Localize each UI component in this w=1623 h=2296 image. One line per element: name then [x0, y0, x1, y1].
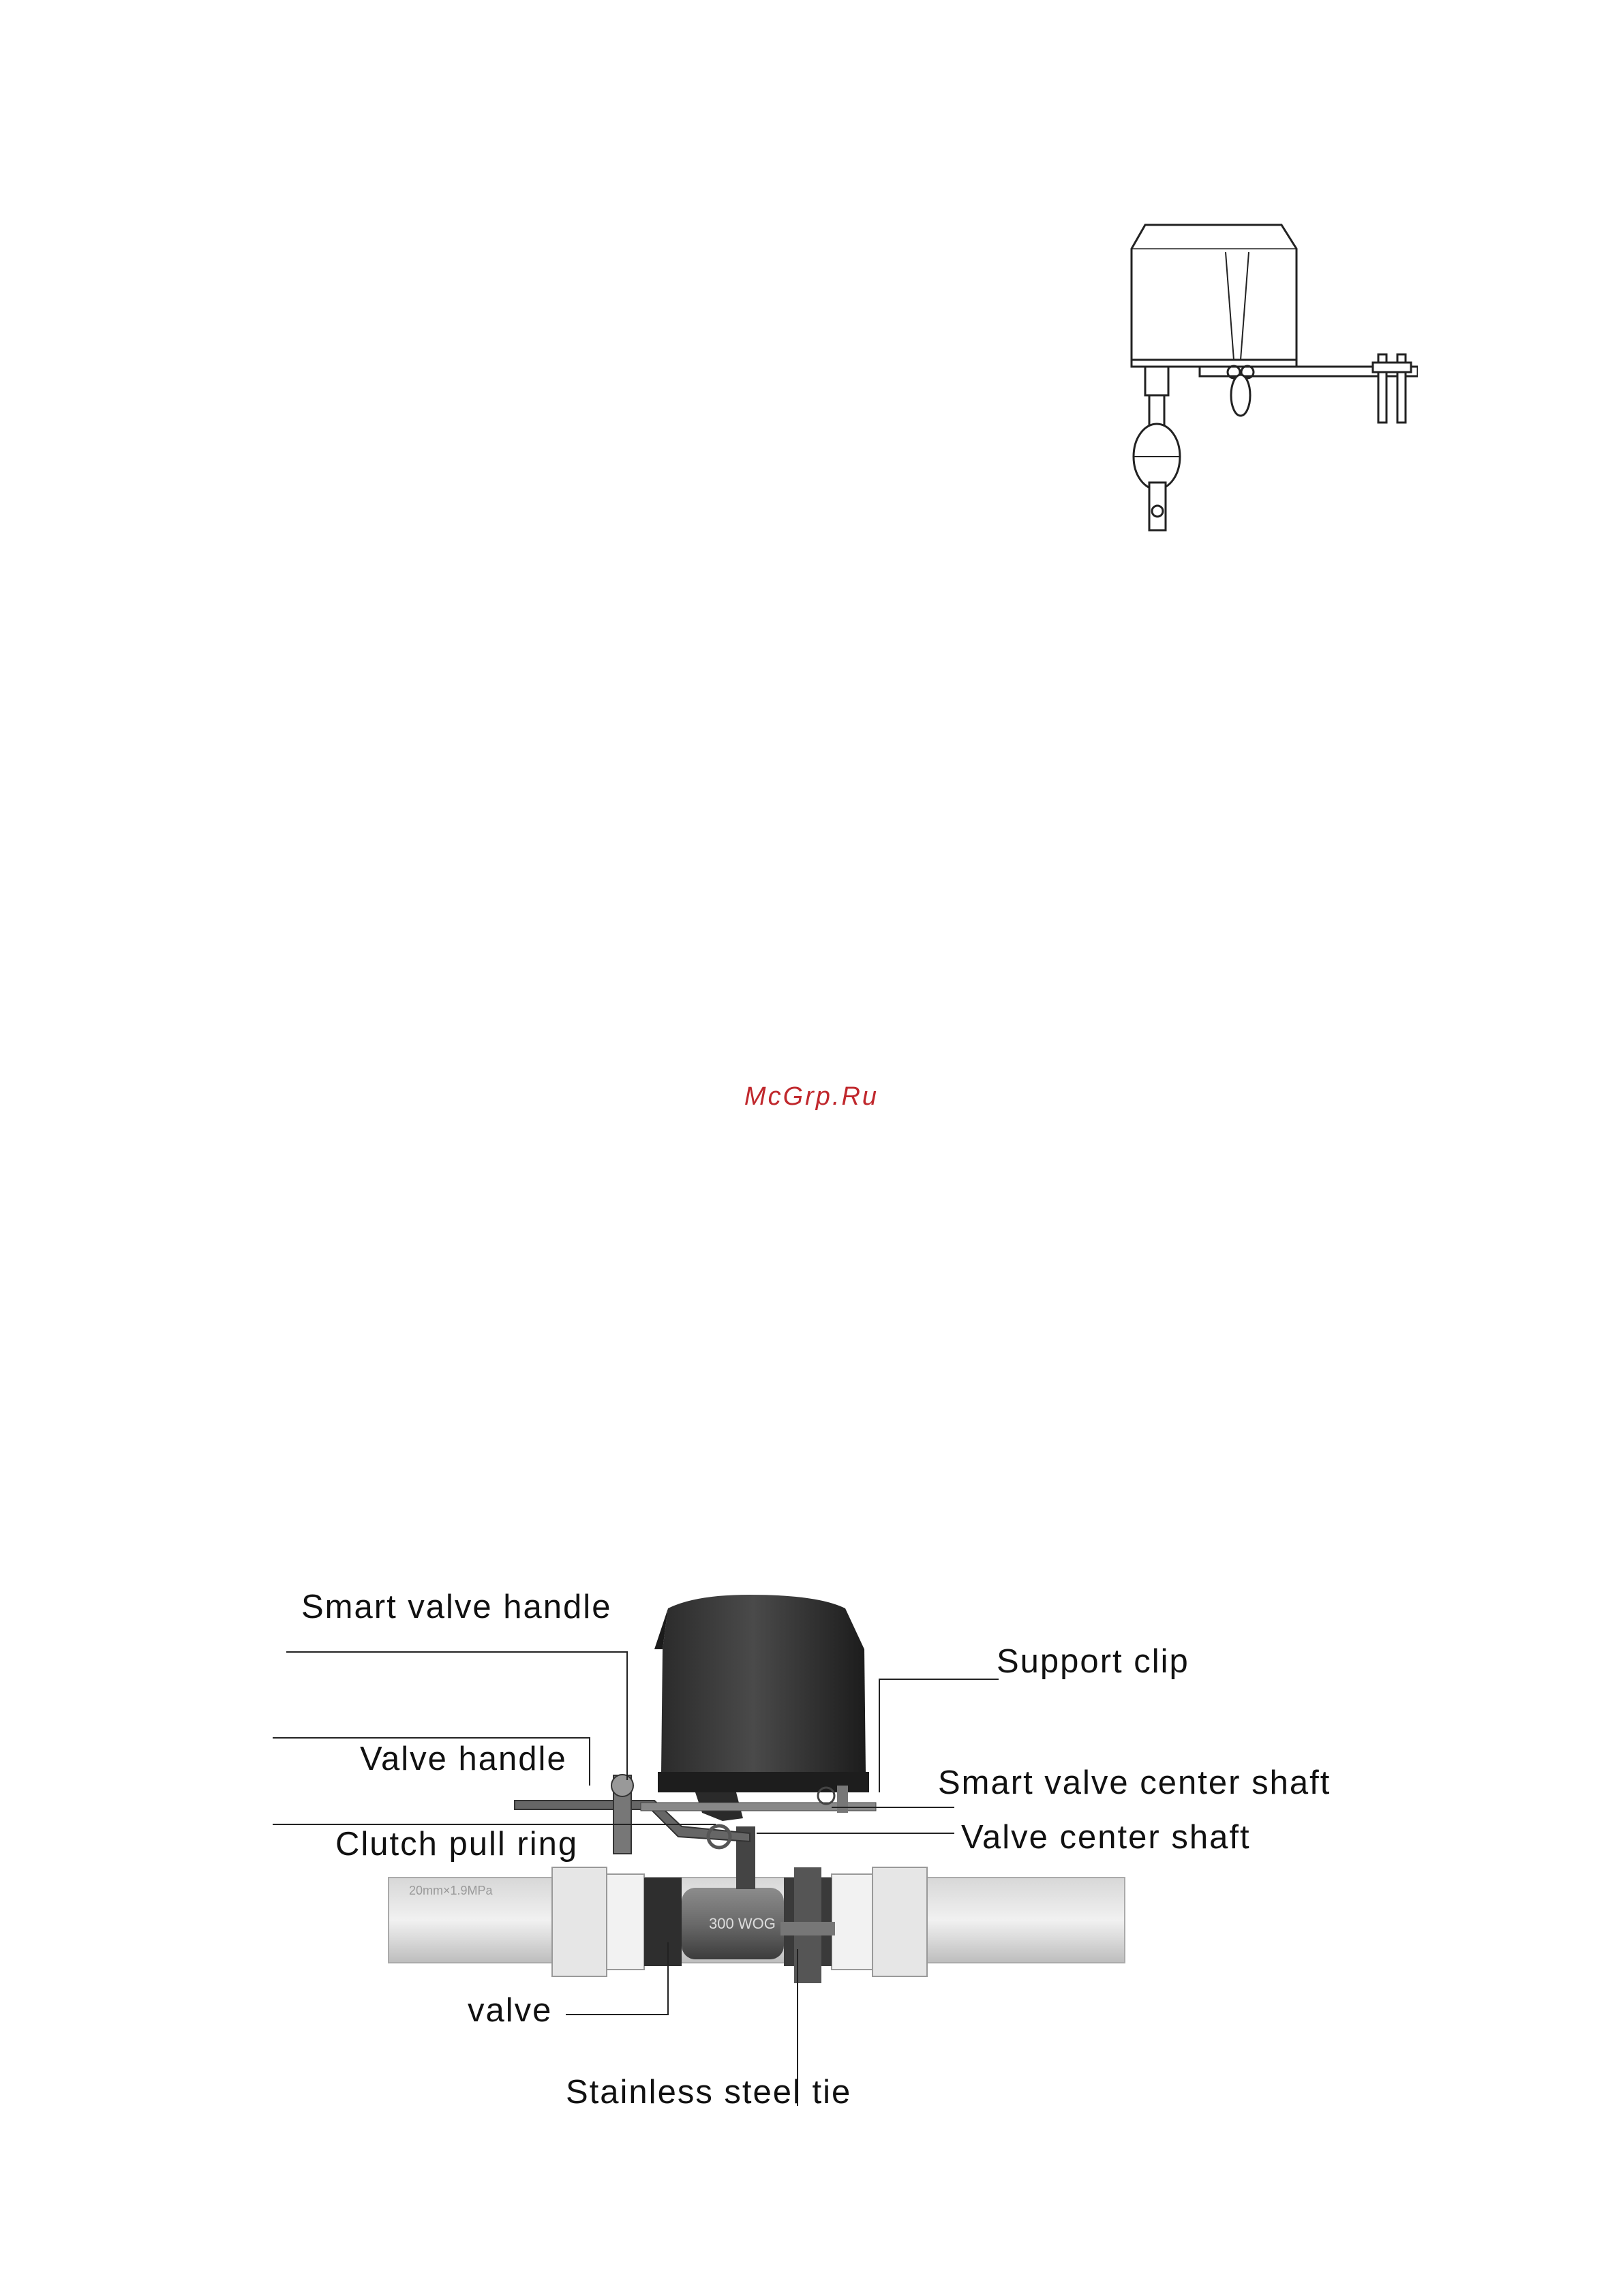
watermark [0, 1082, 1623, 1112]
pipe-marking: 20mm×1.9MPa [409, 1884, 493, 1897]
valve-body-marking: 300 WOG [709, 1915, 776, 1932]
label-valve-handle: Valve handle [360, 1741, 567, 1777]
label-valve: valve [468, 1992, 553, 2029]
actuator-cap [654, 1595, 869, 1821]
right-coupling [832, 1867, 927, 1976]
watermark-text: McGrp.Ru [744, 1082, 879, 1111]
label-stainless-steel-tie: Stainless steel tie [566, 2074, 852, 2111]
left-coupling [552, 1867, 644, 1976]
label-smart-valve-center-shaft: Smart valve center shaft [938, 1764, 1331, 1801]
label-clutch-pull-ring: Clutch pull ring [335, 1826, 579, 1863]
label-valve-center-shaft: Valve center shaft [961, 1819, 1251, 1856]
label-support-clip: Support clip [997, 1643, 1189, 1680]
label-smart-valve-handle: Smart valve handle [301, 1589, 612, 1625]
actuator-line-drawing [1118, 211, 1418, 538]
actuator-housing-outline [1132, 225, 1296, 360]
